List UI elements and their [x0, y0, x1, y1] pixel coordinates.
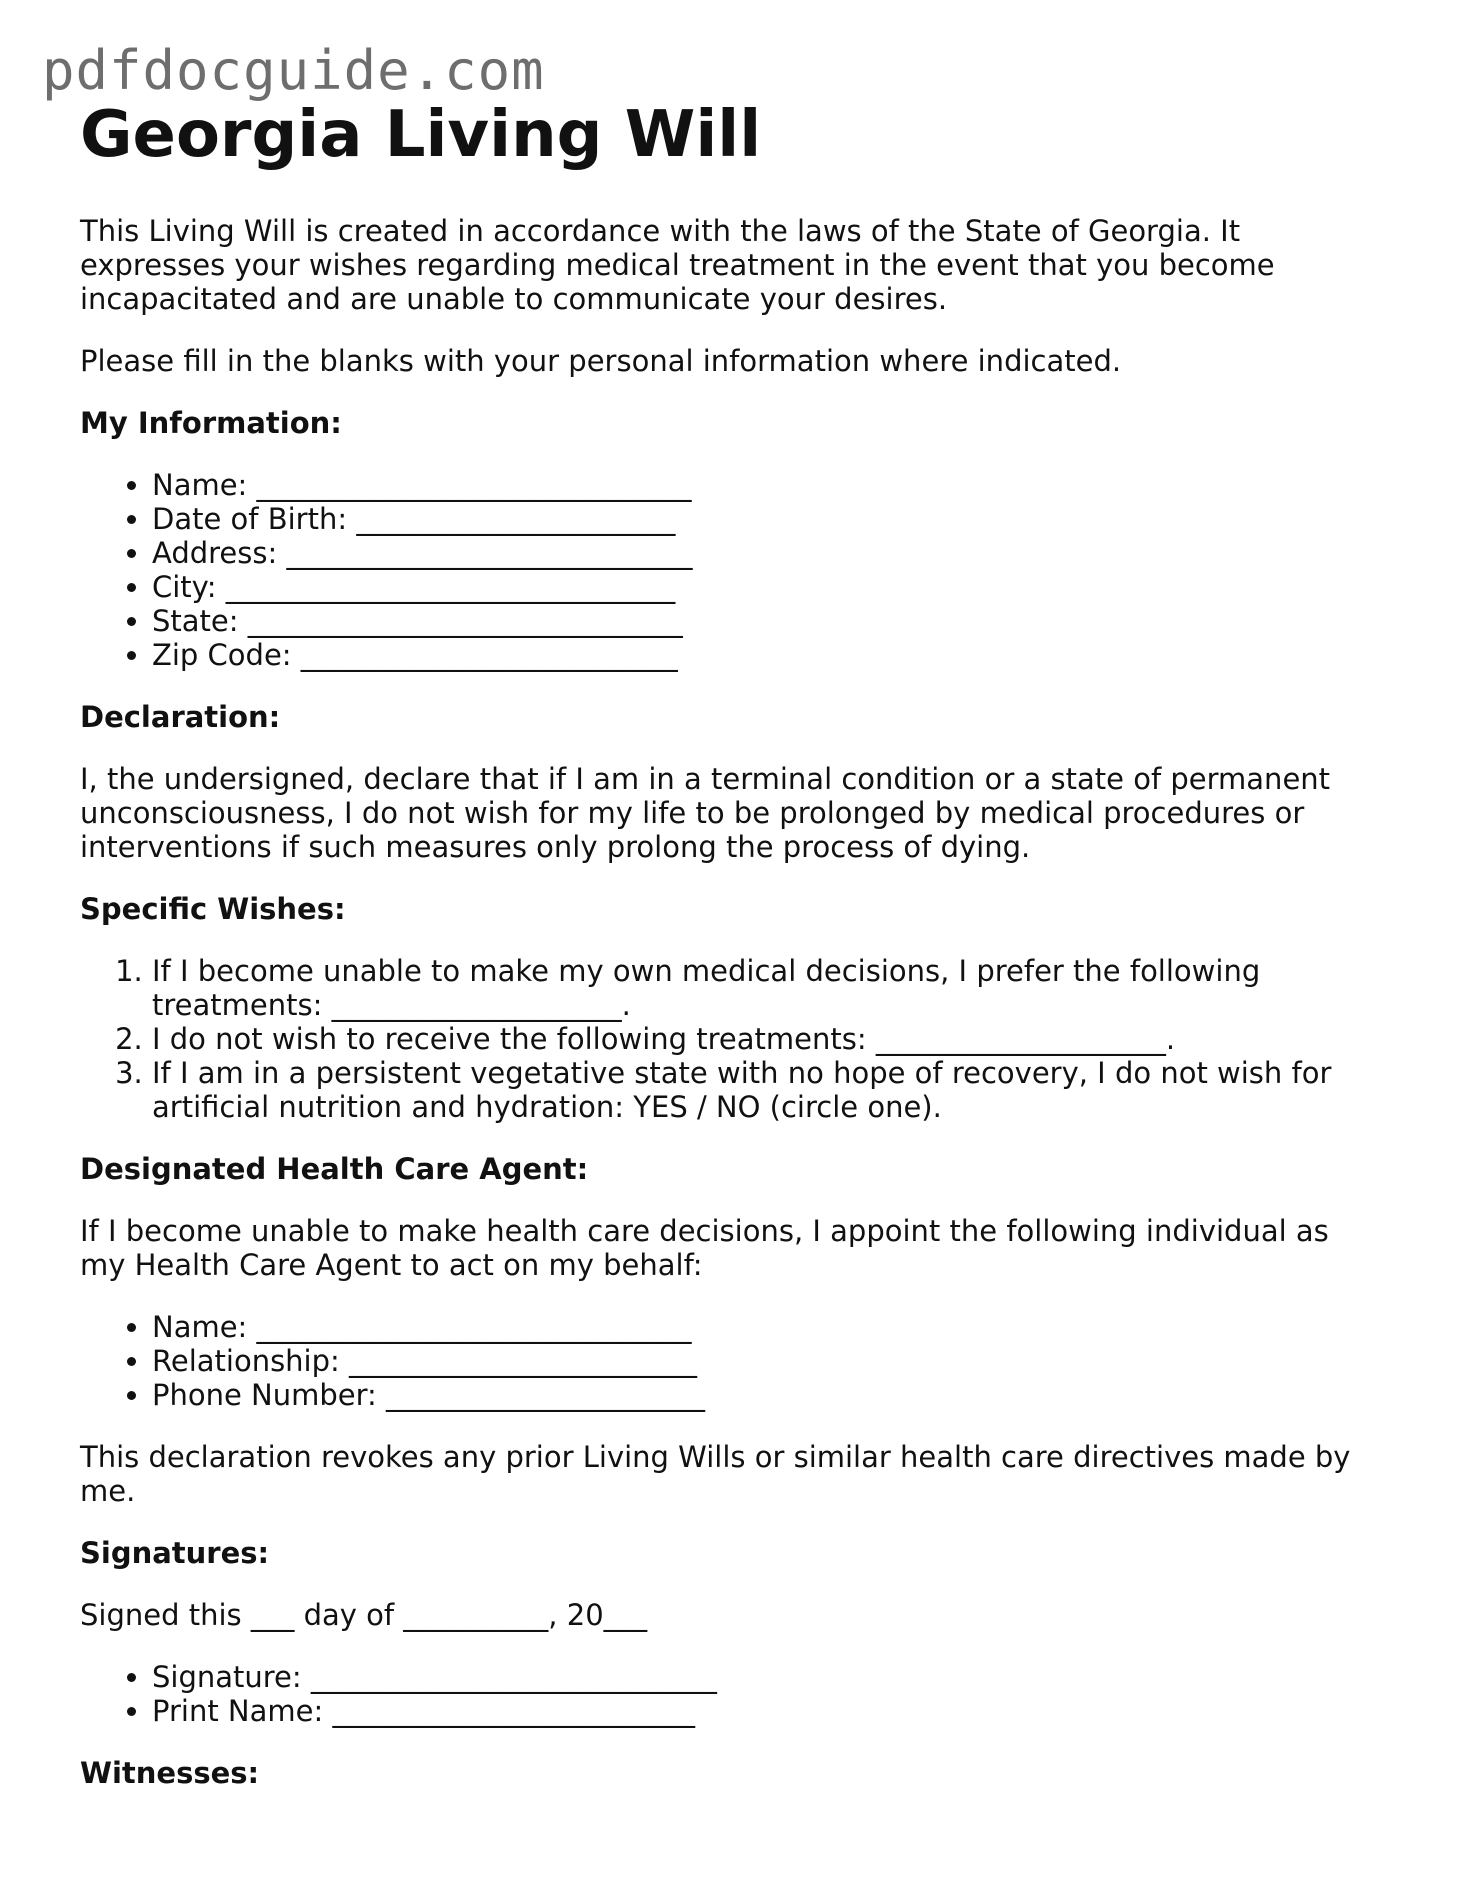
agent-field-relationship: • Relationship: ________________________ — [152, 1344, 1380, 1378]
agent-field-phone: • Phone Number: ______________________ — [152, 1378, 1380, 1412]
wish-item: 1. If I become unable to make my own medical decisions, I prefer the following treatments: ____________________. — [152, 954, 1380, 1022]
agent-field-name: • Name: ______________________________ — [152, 1310, 1380, 1344]
health-care-agent-paragraph: If I become unable to make health care decisions, I appoint the following individual as my Health Care Agent to act on my behalf: — [80, 1214, 1329, 1283]
field-zip-code: • Zip Code: __________________________ — [152, 638, 1380, 672]
health-care-agent-heading: Designated Health Care Agent: — [80, 1152, 589, 1187]
print-name-field: • Print Name: _________________________ — [152, 1694, 1380, 1728]
specific-wishes-list — [80, 954, 1380, 1124]
signatures-list — [80, 1660, 1380, 1728]
witnesses-heading: Witnesses: — [80, 1756, 260, 1791]
revocation-paragraph: This declaration revokes any prior Living Wills or similar health care directives made by me. — [80, 1440, 1351, 1509]
field-address: • Address: ____________________________ — [152, 536, 1380, 570]
wish-item: 3. If I am in a persistent vegetative state with no hope of recovery, I do not wish for artificial nutrition and hydration: YES / NO (circle one). — [152, 1056, 1380, 1124]
field-name: • Name: ______________________________ — [152, 468, 1380, 502]
page-title: Georgia Living Will — [80, 98, 762, 172]
field-city: • City: _______________________________ — [152, 570, 1380, 604]
declaration-paragraph: I, the undersigned, declare that if I am in a terminal condition or a state of permanent unconsciousness, I do not wish for my life to be prolonged by medical procedures or interventions if such measures only prolong the process of dying. — [80, 762, 1331, 865]
instruction-paragraph: Please fill in the blanks with your personal information where indicated. — [80, 344, 1122, 379]
wish-item: 2. I do not wish to receive the following treatments: ____________________. — [152, 1022, 1380, 1056]
my-information-heading: My Information: — [80, 406, 342, 441]
signed-date-line: Signed this ___ day of __________, 20___ — [80, 1598, 648, 1633]
signature-field: • Signature: ____________________________ — [152, 1660, 1380, 1694]
field-date-of-birth: • Date of Birth: ______________________ — [152, 502, 1380, 536]
specific-wishes-heading: Specific Wishes: — [80, 892, 346, 927]
my-information-list — [80, 468, 1380, 672]
document-page — [80, 100, 1380, 1818]
field-state: • State: ______________________________ — [152, 604, 1380, 638]
intro-paragraph: This Living Will is created in accordance with the laws of the State of Georgia. It expresses your wishes regarding medical treatment in the event that you become incapacitated and are unable to communicate your desires. — [80, 214, 1275, 317]
health-care-agent-list — [80, 1310, 1380, 1412]
signatures-heading: Signatures: — [80, 1536, 270, 1571]
watermark: pdfdocguide.com — [42, 39, 545, 102]
declaration-heading: Declaration: — [80, 700, 281, 735]
